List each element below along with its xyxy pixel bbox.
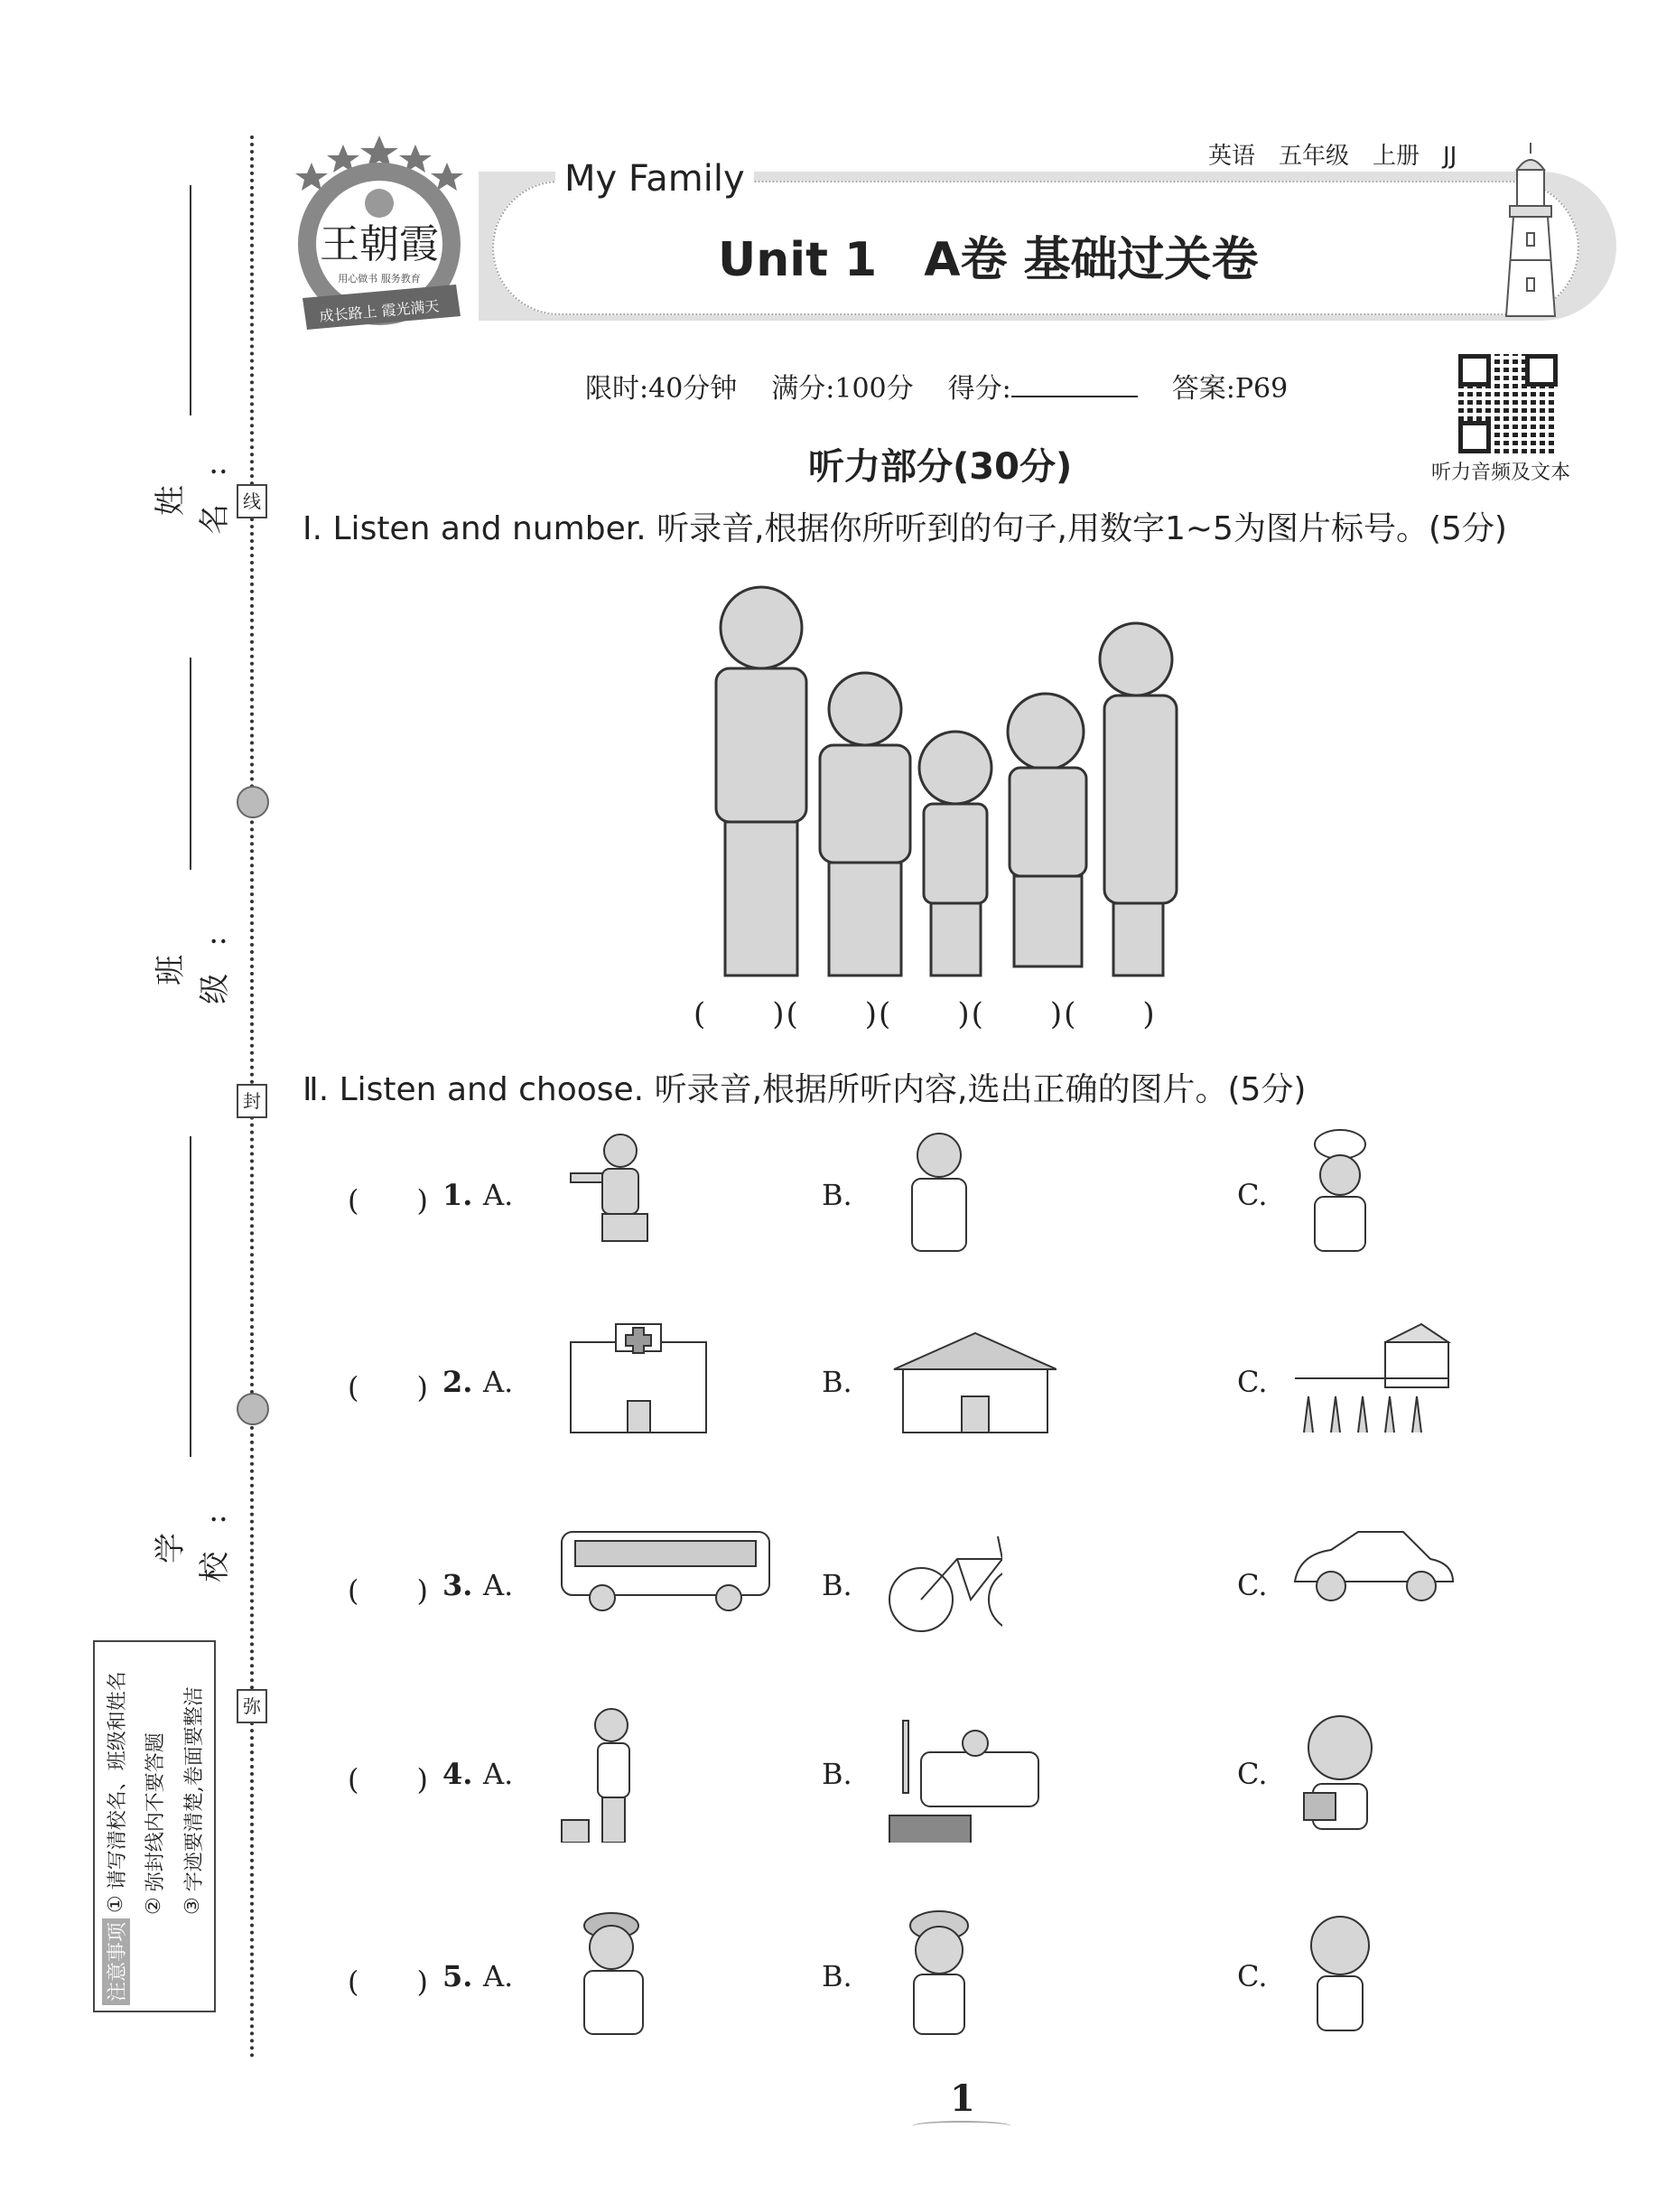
question-number xyxy=(442,1365,472,1399)
score-label-text: 得分: xyxy=(947,373,1011,405)
option-letter-c: C. xyxy=(1237,1365,1268,1399)
option-letter-b: B. xyxy=(822,1757,852,1791)
subject-grade-meta: 英语 五年级 上册 JJ xyxy=(1208,143,1457,170)
unit-name: My Family xyxy=(555,158,754,200)
question-number-text: 1. xyxy=(442,1178,473,1212)
option-picture-girl-in-hat[interactable] xyxy=(885,1909,1002,2049)
part-title: 听力部分(30分) xyxy=(808,446,1073,488)
question-number xyxy=(442,1757,472,1791)
notice-item: 弥封线内不要答题 xyxy=(144,1732,168,1892)
exam-info xyxy=(585,366,1288,406)
page-number: 1 xyxy=(950,2077,975,2120)
seal-marker-feng: 封 xyxy=(237,1084,267,1118)
logo-slogan-text: 用心做书 服务教育 xyxy=(338,273,421,285)
question-number xyxy=(442,1568,472,1602)
option-letter-c: C. xyxy=(1237,1959,1268,1993)
option-picture-cook[interactable] xyxy=(1286,1128,1403,1267)
section-2-title: Ⅱ. Listen and choose. 听录音,根据所听内容,选出正确的图片。(5分) xyxy=(303,1071,1307,1108)
school-label: 学校: xyxy=(153,1487,233,1582)
answer-blank[interactable]: ( ) xyxy=(348,1183,428,1218)
option-picture-bus[interactable] xyxy=(557,1518,774,1657)
question-number-text: 2. xyxy=(442,1365,473,1399)
girl-figure xyxy=(919,732,991,975)
question-number-text: 3. xyxy=(442,1568,473,1602)
seal-marker-mi: 弥 xyxy=(237,1689,267,1723)
logo-ribbon-text: 成长路上 霞光满天 xyxy=(318,297,441,325)
option-letter-a: A. xyxy=(483,1178,514,1212)
logo-brand-text: 王朝霞 xyxy=(320,221,439,267)
name-field[interactable] xyxy=(190,185,191,415)
notice-box xyxy=(93,1640,216,2012)
notice-item: 字迹要清楚,卷面要整洁 xyxy=(183,1686,207,1892)
option-picture-worker-drilling[interactable] xyxy=(557,1128,675,1267)
notice-num: ③ xyxy=(182,1897,205,1915)
question-number-text: 5. xyxy=(442,1959,473,1993)
option-picture-farm[interactable] xyxy=(1286,1315,1457,1454)
family-picture xyxy=(707,565,1213,997)
seal-circle-icon xyxy=(237,1393,269,1425)
full-score: 满分:100分 xyxy=(771,373,914,405)
option-letter-a: A. xyxy=(483,1568,514,1602)
brand-logo xyxy=(284,135,474,343)
number-blanks[interactable]: ( )( )( )( )( ) xyxy=(694,996,1157,1032)
option-picture-bike[interactable] xyxy=(885,1518,1002,1657)
option-letter-a: A. xyxy=(483,1757,514,1791)
notice-num: ② xyxy=(143,1897,166,1915)
option-picture-school[interactable] xyxy=(885,1315,1057,1454)
option-letter-b: B. xyxy=(822,1178,852,1212)
option-picture-boy-in-cap[interactable] xyxy=(557,1909,675,2049)
score-blank[interactable] xyxy=(1011,396,1138,397)
option-letter-a: A. xyxy=(483,1365,514,1399)
option-picture-boy[interactable] xyxy=(1286,1909,1403,2049)
option-letter-b: B. xyxy=(822,1365,852,1399)
class-field[interactable] xyxy=(190,658,191,870)
notice-item: 请写清校名、班级和姓名 xyxy=(106,1671,129,1890)
answer-blank[interactable]: ( ) xyxy=(348,1762,428,1797)
time-limit: 限时:40分钟 xyxy=(585,373,738,405)
grandfather-figure xyxy=(820,673,910,975)
answer-blank[interactable]: ( ) xyxy=(348,1573,428,1608)
option-picture-doctor[interactable] xyxy=(885,1128,1002,1267)
father-figure xyxy=(716,587,806,975)
notice-num: ① xyxy=(104,1895,127,1913)
page-title: Unit 1 A卷 基础过关卷 xyxy=(718,233,1259,287)
option-picture-hospital[interactable] xyxy=(557,1315,729,1454)
option-picture-girl-watching-tv[interactable] xyxy=(885,1707,1057,1846)
qr-code-icon[interactable] xyxy=(1458,354,1558,453)
option-letter-b: B. xyxy=(822,1959,852,1993)
option-letter-a: A. xyxy=(483,1959,514,1993)
option-letter-c: C. xyxy=(1237,1757,1268,1791)
seal-marker-xian: 线 xyxy=(237,484,267,518)
answer-blank[interactable]: ( ) xyxy=(348,1370,428,1405)
option-picture-car[interactable] xyxy=(1286,1518,1457,1657)
qr-caption: 听力音频及文本 xyxy=(1431,462,1571,484)
question-number xyxy=(442,1959,472,1993)
option-letter-c: C. xyxy=(1237,1568,1268,1602)
class-label: 班级: xyxy=(153,909,233,1004)
option-letter-b: B. xyxy=(822,1568,852,1602)
grandmother-figure xyxy=(1008,694,1086,966)
mother-figure xyxy=(1100,623,1177,975)
logo-portrait-icon xyxy=(365,189,394,218)
page-number-wave xyxy=(912,2121,1011,2132)
option-picture-girl-reading[interactable] xyxy=(1286,1707,1403,1846)
option-picture-girl-watering-plants[interactable] xyxy=(557,1707,675,1846)
section-1-title: Ⅰ. Listen and number. 听录音,根据你所听到的句子,用数字1~5为图片标号。(5分) xyxy=(303,510,1507,547)
notice-title: 注意事项 xyxy=(102,1918,130,2005)
school-field[interactable] xyxy=(190,1136,191,1457)
lighthouse-icon xyxy=(1499,143,1571,322)
question-number xyxy=(442,1178,472,1212)
seal-circle-icon xyxy=(237,786,269,818)
answer-page: 答案:P69 xyxy=(1171,373,1289,405)
answer-blank[interactable]: ( ) xyxy=(348,1965,428,1999)
question-number-text: 4. xyxy=(442,1757,473,1791)
name-label: 姓名: xyxy=(153,439,233,535)
option-letter-c: C. xyxy=(1237,1178,1268,1212)
score-label xyxy=(948,366,1138,406)
